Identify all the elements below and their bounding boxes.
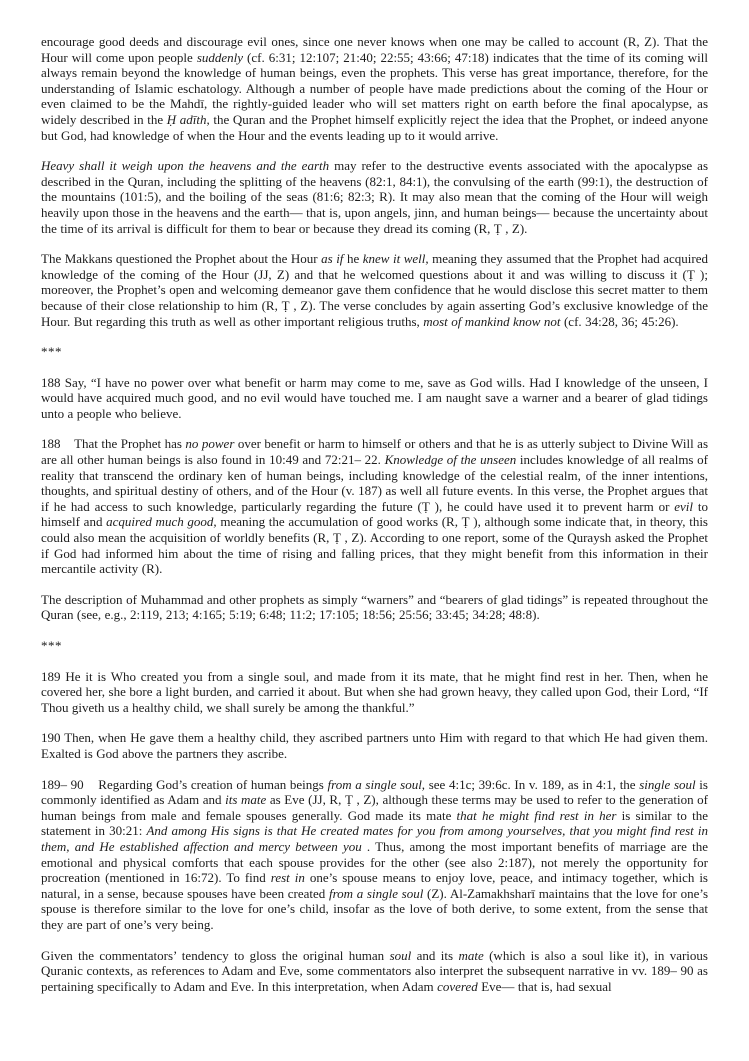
section-separator: ***	[41, 638, 62, 653]
paragraph-1: encourage good deeds and discourage evil ones, since one never knows when one may be called to account (R, Z). That the Hour will come upon people suddenly (cf. 6:31; 12:107; 21:40; 22:55; 43:66; 47:18) indicates that the time of its coming will always remain beyond the knowledge of human beings, even the prophets. This verse has great importance, therefore, for the understanding of Islamic eschatology. Although a number of people have made predictions about the coming of the Hour or even claimed to be the Mahdī, the rightly-guided leader who will set matters right on earth before the final apocalypse, as widely described in the Ḥ adīth, the Quran and the Prophet himself explicitly reject the idea that the Prophet, or indeed anyone but God, had knowledge of when the Hour and the events leading up to it would arrive.	[41, 34, 708, 143]
paragraph-11: 189– 90 Regarding God’s creation of human beings from a single soul, see 4:1c; 39:6c. In v. 189, as in 4:1, the single soul is commonly identified as Adam and its mate as Eve (JJ, R, Ṭ , Z), although these terms may be used to refer to the generation of human beings from male and female spouses generally. God made its mate that he might find rest in her is similar to the statement in 30:21: And among His signs is that He created mates for you from among yourselves, that you might find rest in them, and He established affection and mercy between you . Thus, among the most important benefits of marriage are the emotional and physical comforts that each spouse provides for the other (see also 2:187), not merely the opportunity for procreation (mentioned in 16:72). To find rest in one’s spouse means to enjoy love, peace, and intimacy together, which is natural, in a sense, because spouses have been created from a single soul (Z). Al-Zamakhsharī maintains that the love for one’s spouse is therefore similar to the love for one’s child, insofar as the love of both derive, to some extent, from the sense that they are part of one’s very being.	[41, 776, 709, 932]
paragraph-12: Given the commentators’ tendency to gloss the original human soul and its mate (which is also a soul like it), in various Quranic contexts, as references to Adam and Eve, some commentators also interpret the subsequent narrative in vv. 189– 90 as pertaining specifically to Adam and Eve. In this interpretation, when Adam covered Eve— that is, had sexual	[41, 947, 708, 994]
paragraph-3: The Makkans questioned the Prophet about the Hour as if he knew it well, meaning they assumed that the Prophet had acquired knowledge of the coming of the Hour (JJ, Z) and that he welcomed questions about it and was willing to discuss it (Ṭ ); moreover, the Prophet’s open and welcoming demeanor gave them confidence that he would disclose this secret matter to them because of their close relationship to him (R, Ṭ , Z). The verse concludes by again asserting God’s exclusive knowledge of the Hour. But regarding this truth as well as other important religious truths, most of mankind know not (cf. 34:28, 36; 45:26).	[41, 251, 708, 329]
paragraph-9: 189 He it is Who created you from a single soul, and made from it its mate, that he might find rest in her. Then, when he covered her, she bore a light burden, and carried it about. But when she had grown heavy, they called upon God, their Lord, “If Thou giveth us a healthy child, we shall surely be among the thankful.”	[41, 668, 708, 715]
paragraph-7: The description of Muhammad and other prophets as simply “warners” and “bearers of glad tidings” is repeated throughout the Quran (see, e.g., 2:119, 213; 4:165; 5:19; 6:48; 11:2; 17:105; 18:56; 25:56; 33:45; 34:28; 48:8).	[41, 591, 708, 623]
paragraph-2: Heavy shall it weigh upon the heavens and the earth may refer to the destructive events associated with the apocalypse as described in the Quran, including the splitting of the heavens (82:1, 84:1), the convulsing of the earth (99:1), the destruction of the mountains (101:5), and the boiling of the seas (81:6; 82:3; R). It may also mean that the coming of the Hour will weigh heavily upon those in the heavens and the earth— that is, upon angels, jinn, and human beings— because the uncertainty about the time of its arrival is difficult for them to bear or because they dread its coming (R, Ṭ , Z).	[41, 158, 709, 236]
paragraph-10: 190 Then, when He gave them a healthy child, they ascribed partners unto Him with regard to that which He had given them. Exalted is God above the partners they ascribe.	[41, 730, 708, 761]
section-separator: ***	[41, 344, 62, 360]
page-text	[41, 34, 708, 994]
paragraph-5: 188 Say, “I have no power over what benefit or harm may come to me, save as God wills. Had I knowledge of the unseen, I would have acquired much good, and no evil would have touched me. I am naught save a warner and a bearer of glad tidings unto a people who believe.	[41, 374, 708, 421]
paragraph-6: 188 That the Prophet has no power over benefit or harm to himself or others and that he is as utterly subject to Divine Will as are all other human beings is also found in 10:49 and 72:21– 22. Knowledge of the unseen includes knowledge of all realms of reality that transcend the ordinary ken of human beings, including knowledge of the celestial realm, of the inner intentions, thoughts, and spiritual destiny of others, and of the Hour (v. 187) as well all future events. In this verse, the Prophet argues that if he had access to such knowledge, particularly regarding the future (Ṭ ), he could have used it to prevent harm or evil to himself and acquired much good, meaning the accumulation of good works (R, Ṭ ), although some indicate that, in theory, this could also mean the acquisition of worldly benefits (R, Ṭ , Z). According to one report, some of the Quraysh asked the Prophet if God had informed him about the time of rising and falling prices, that they might benefit from this information in their mercantile activity (R).	[41, 436, 709, 577]
